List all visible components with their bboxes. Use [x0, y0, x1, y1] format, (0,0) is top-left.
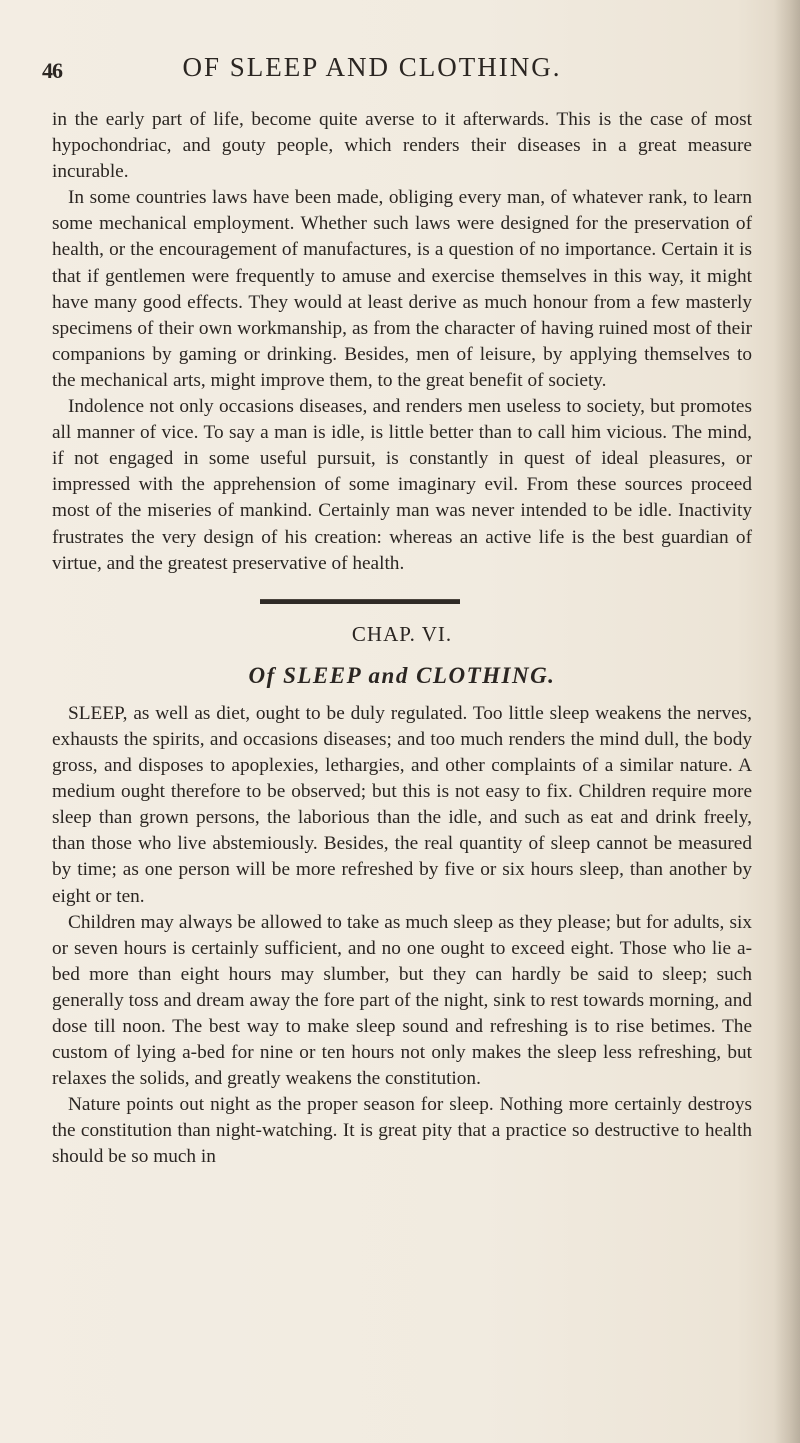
chapter-divider — [52, 577, 752, 615]
paragraph-sleep-regulated: SLEEP, as well as diet, ought to be duly regulated. Too little sleep weakens the nerves, exhausts the spirits, and occasions diseases; and too much renders the mind dull, the body gross, and disposes to apoplexies, lethargies, and other complaints of a similar nature. A medium ought therefore to be observed; but this is not easy to fix. Children require more sleep than grown persons, the laborious than the idle, and such as eat and drink freely, than those who live abstemiously. Besides, the real quantity of sleep cannot be measured by time; as one person will be more refreshed by five or six hours sleep, than another by eight or ten. — [52, 702, 752, 907]
page-header — [42, 52, 742, 92]
page-edge-shadow — [774, 0, 800, 1443]
page-number: 46 — [42, 58, 62, 83]
paragraph-indolence: Indolence not only occasions diseases, and renders men useless to society, but promotes all manner of vice. To say a man is idle, is little better than to call him vicious. The mind, if not engaged in some useful pursuit, is constantly in quest of ideal pleasures, or impressed with the apprehension of some imaginary evil. From these sources proceed most of the miseries of mankind. Certainly man was never intended to be idle. Inactivity frustrates the very design of his creation: whereas an active life is the best guardian of virtue, and the greatest preservative of health. — [52, 396, 752, 574]
chapter-title: Of SLEEP and CLOTHING. — [248, 662, 556, 688]
page-body — [52, 107, 752, 1171]
running-head: OF SLEEP AND CLOTHING. — [182, 52, 562, 82]
paragraph-continuation: in the early part of life, become quite averse to it afterwards. This is the case of most hypochondriac, and gouty people, which renders their diseases in a great measure incurable. — [52, 109, 752, 183]
paragraph-mechanical-employment: In some countries laws have been made, obliging every man, of whatever rank, to learn some mechanical employment. Whether such laws were designed for the preservation of health, or the encouragement of manufactures, is a question of no importance. Certain it is that if gentlemen were frequently to amuse and exercise themselves in this way, it might have many good effects. They would at least derive as much honour from a few masterly specimens of their own workmanship, as from the character of having ruined most of their companions by gaming or drinking. Besides, men of leisure, by applying themselves to the mechanical arts, might improve them, to the great benefit of society. — [52, 187, 752, 391]
chapter-number: CHAP. VI. — [351, 621, 453, 646]
divider-rule — [260, 599, 460, 604]
paragraph-children-sleep: Children may always be allowed to take as much sleep as they please; but for adults, six or seven hours is certainly sufficient, and no one ought to exceed eight. Those who lie a-bed more than eight hours may slumber, but they can hardly be said to sleep; such generally toss and dream away the fore part of the night, sink to rest towards morning, and dose till noon. The best way to make sleep sound and refreshing is to rise betimes. The custom of lying a-bed for nine or ten hours not only makes the sleep less refreshing, but relaxes the solids, and greatly weakens the constitution. — [52, 911, 752, 1090]
paragraph-night-season: Nature points out night as the proper season for sleep. Nothing more certainly destroys the constitution than night-watching. It is great pity that a practice so destructive to health should be so much in — [52, 1094, 752, 1168]
